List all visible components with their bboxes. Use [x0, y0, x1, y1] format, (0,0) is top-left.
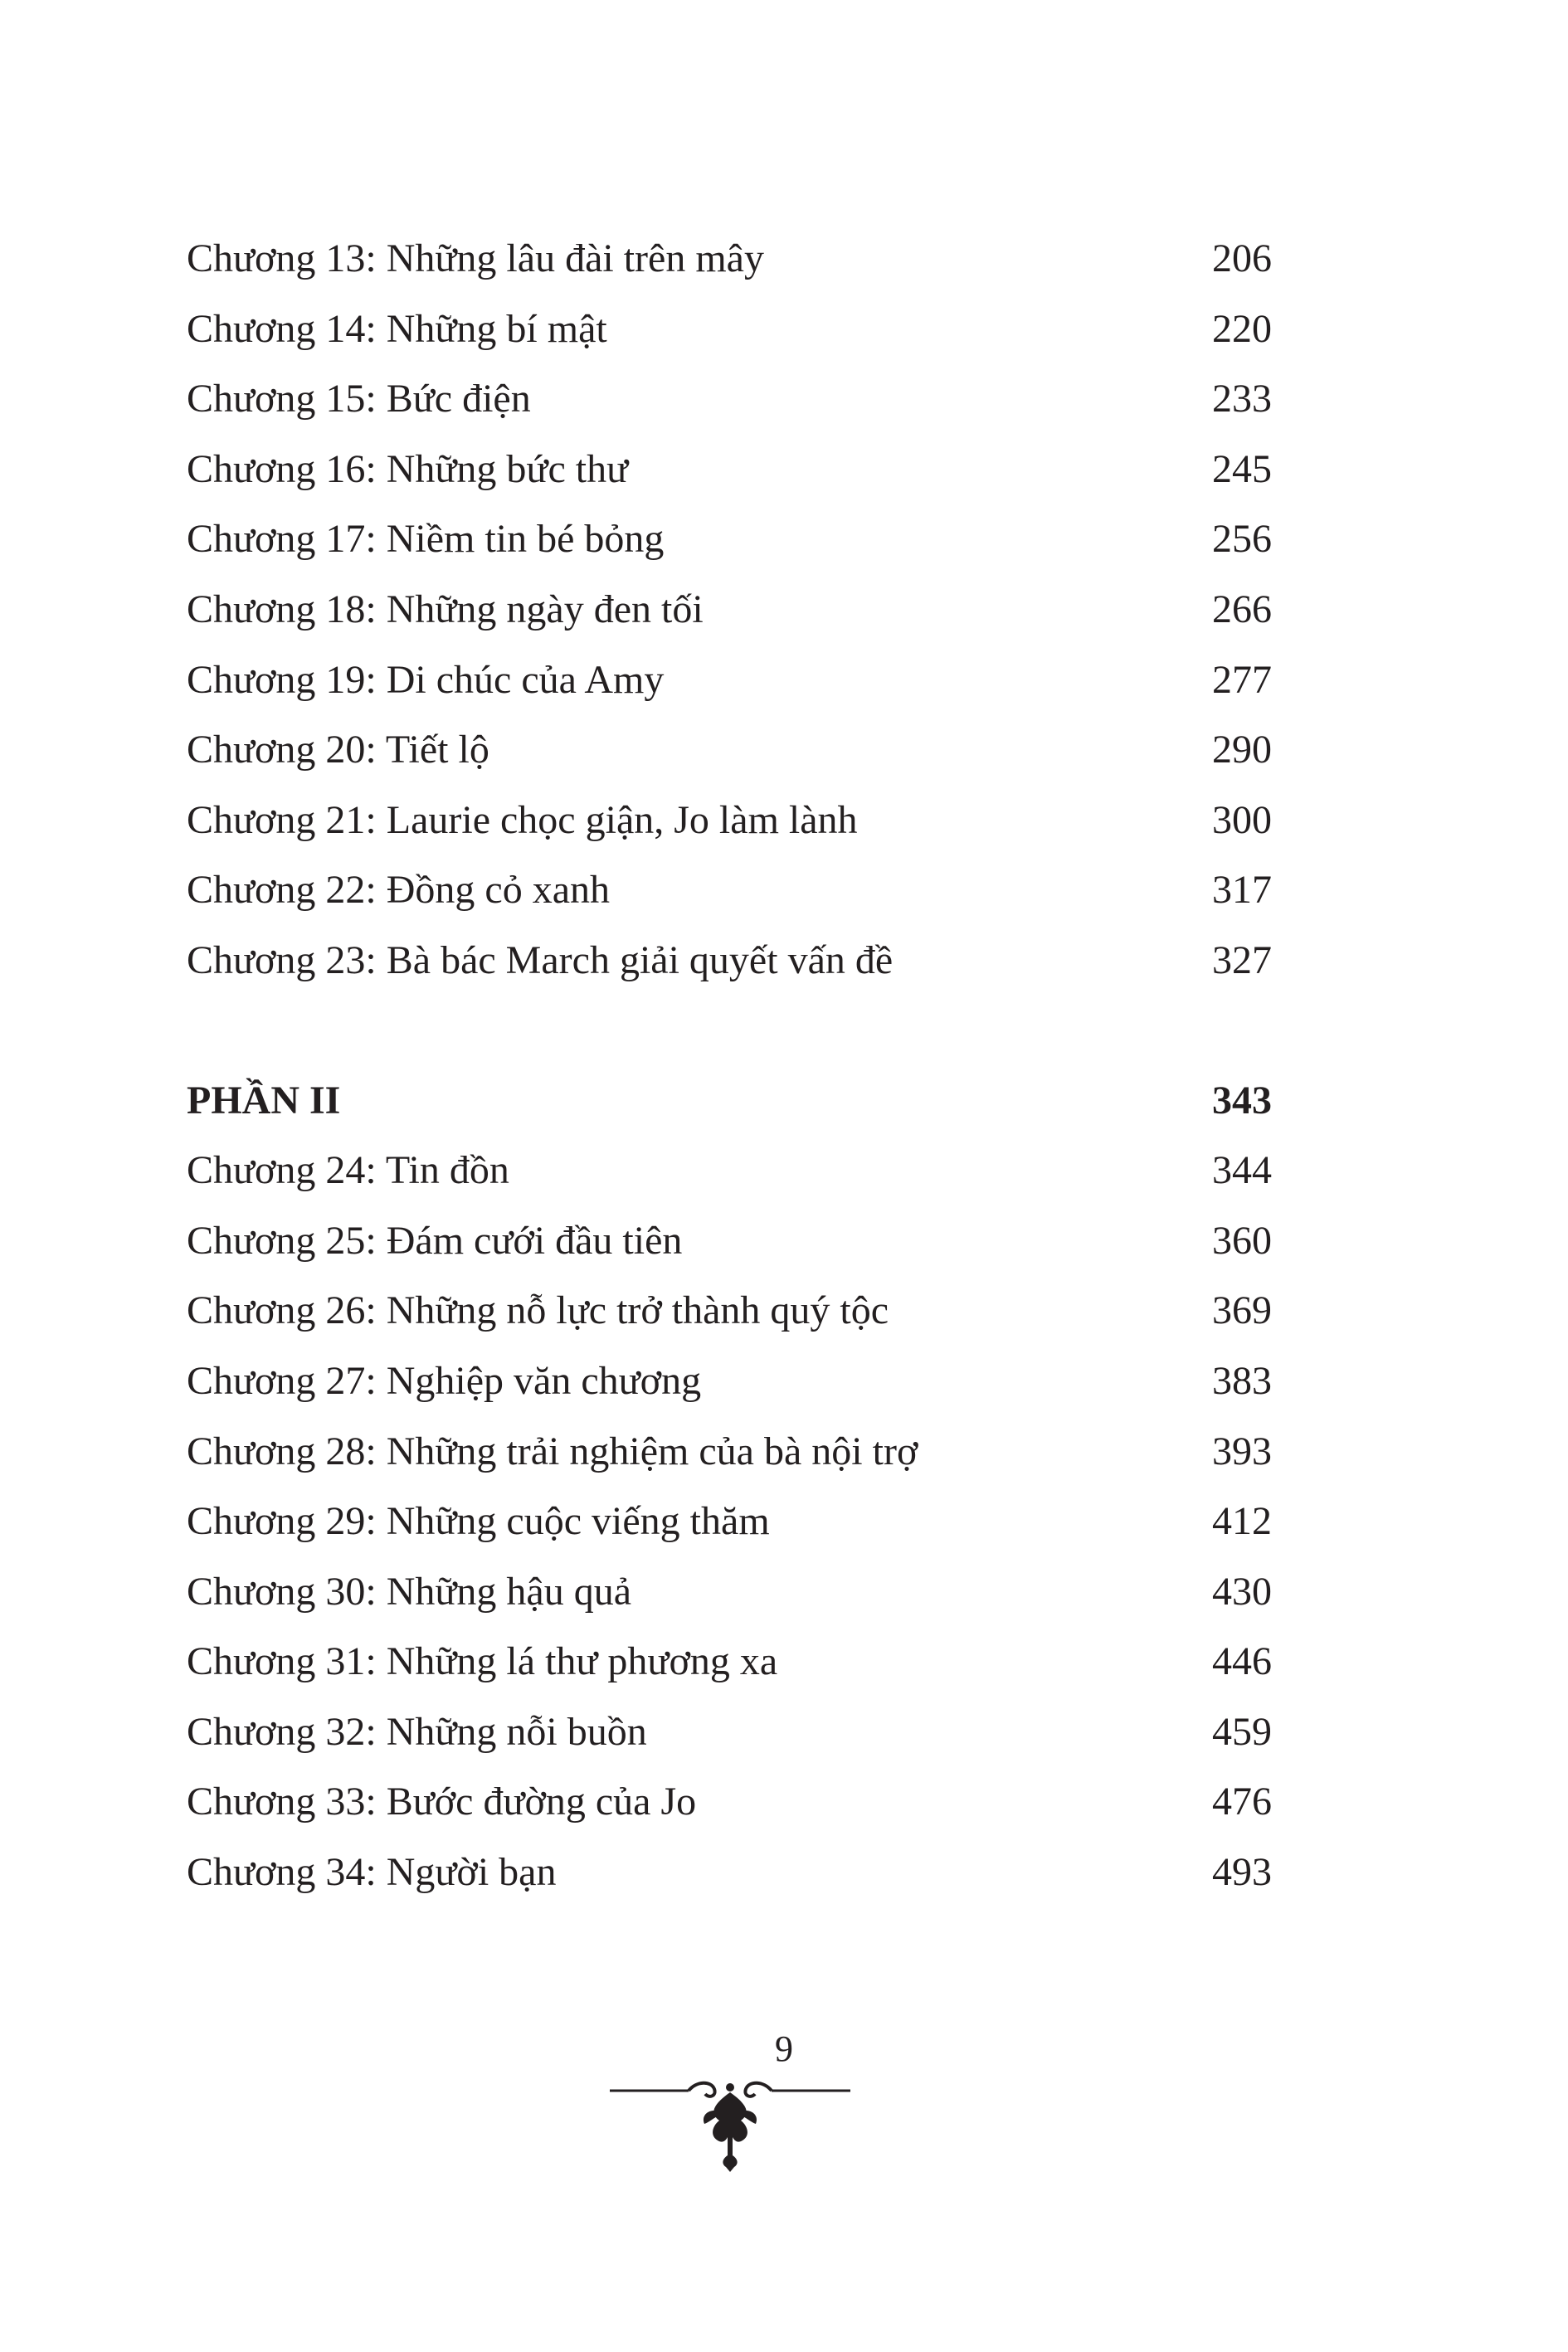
toc-entry — [187, 1767, 1272, 1838]
section-page: 343 — [1212, 1078, 1272, 1122]
toc-entry-title: Chương 13: Những lâu đài trên mây — [187, 236, 764, 280]
toc-entry-title: Chương 17: Niềm tin bé bỏng — [187, 517, 665, 562]
toc-entry — [187, 1557, 1272, 1628]
fleuron-divider-icon — [610, 2074, 850, 2174]
toc-entry-title: Chương 24: Tin đồn — [187, 1148, 509, 1193]
toc-entry — [187, 575, 1272, 645]
toc-entry-title: Chương 18: Những ngày đen tối — [187, 587, 704, 631]
toc-entry-page: 327 — [1212, 937, 1272, 982]
toc-entry-page: 245 — [1212, 446, 1272, 491]
toc-entry — [187, 1206, 1272, 1277]
section-title: PHẦN II — [187, 1078, 341, 1122]
toc-entry-page: 383 — [1212, 1358, 1272, 1403]
toc-entry-page: 290 — [1212, 728, 1272, 772]
toc-entry — [187, 435, 1272, 505]
toc-entry-page: 476 — [1212, 1780, 1272, 1824]
toc-entry — [187, 926, 1272, 996]
toc-entry-title: Chương 33: Bước đường của Jo — [187, 1780, 697, 1824]
toc-entry — [187, 715, 1272, 786]
toc-entry-title: Chương 20: Tiết lộ — [187, 728, 489, 772]
toc-entry — [187, 786, 1272, 856]
toc-entry-title: Chương 19: Di chúc của Amy — [187, 657, 665, 702]
toc-entry-page: 430 — [1212, 1569, 1272, 1614]
toc-entry-page: 277 — [1212, 657, 1272, 702]
toc-entry-page: 206 — [1212, 236, 1272, 280]
toc-entry-page: 317 — [1212, 868, 1272, 913]
toc-entry-title: Chương 21: Laurie chọc giận, Jo làm lành — [187, 797, 858, 842]
toc-entry-page: 300 — [1212, 797, 1272, 842]
toc-entry — [187, 504, 1272, 575]
toc-entry-title: Chương 29: Những cuộc viếng thăm — [187, 1499, 770, 1544]
table-of-contents — [187, 224, 1272, 1908]
toc-entry — [187, 1838, 1272, 1908]
toc-entry — [187, 1346, 1272, 1417]
toc-entry — [187, 295, 1272, 365]
toc-entry-title: Chương 34: Người bạn — [187, 1850, 557, 1895]
toc-entry — [187, 1136, 1272, 1206]
toc-entry-page: 369 — [1212, 1288, 1272, 1333]
toc-entry-page: 344 — [1212, 1148, 1272, 1193]
toc-entry — [187, 1697, 1272, 1768]
toc-entry-page: 360 — [1212, 1218, 1272, 1263]
toc-entry — [187, 1276, 1272, 1346]
toc-entry-page: 233 — [1212, 377, 1272, 421]
toc-entry-page: 493 — [1212, 1850, 1272, 1895]
toc-entry — [187, 364, 1272, 435]
toc-entry-title: Chương 31: Những lá thư phương xa — [187, 1639, 778, 1684]
toc-entry-title: Chương 15: Bức điện — [187, 377, 531, 421]
toc-entry-page: 256 — [1212, 517, 1272, 562]
toc-entry-page: 446 — [1212, 1639, 1272, 1684]
toc-entry-title: Chương 22: Đồng cỏ xanh — [187, 868, 611, 913]
toc-entry-page: 393 — [1212, 1429, 1272, 1473]
toc-entry — [187, 1487, 1272, 1557]
toc-entry-title: Chương 28: Những trải nghiệm của bà nội trợ — [187, 1429, 918, 1473]
toc-entry-title: Chương 14: Những bí mật — [187, 306, 607, 351]
toc-entry-title: Chương 25: Đám cưới đầu tiên — [187, 1218, 683, 1263]
toc-entry-title: Chương 30: Những hậu quả — [187, 1569, 632, 1614]
toc-entry-page: 266 — [1212, 587, 1272, 631]
toc-entry-page: 459 — [1212, 1709, 1272, 1754]
section-spacer — [187, 996, 1272, 1066]
toc-entry — [187, 1627, 1272, 1697]
toc-entry — [187, 1417, 1272, 1488]
toc-section-heading — [187, 1066, 1272, 1137]
page-number: 9 — [775, 2028, 793, 2069]
toc-entry — [187, 224, 1272, 295]
toc-entry-title: Chương 26: Những nỗ lực trở thành quý tộc — [187, 1288, 889, 1333]
toc-entry — [187, 645, 1272, 716]
toc-entry-page: 220 — [1212, 306, 1272, 351]
toc-entry-title: Chương 23: Bà bác March giải quyết vấn đề — [187, 937, 894, 982]
toc-entry-title: Chương 27: Nghiệp văn chương — [187, 1358, 702, 1403]
toc-entry-title: Chương 32: Những nỗi buồn — [187, 1709, 647, 1754]
toc-entry-title: Chương 16: Những bức thư — [187, 446, 629, 491]
toc-entry-page: 412 — [1212, 1499, 1272, 1544]
toc-entry — [187, 855, 1272, 926]
